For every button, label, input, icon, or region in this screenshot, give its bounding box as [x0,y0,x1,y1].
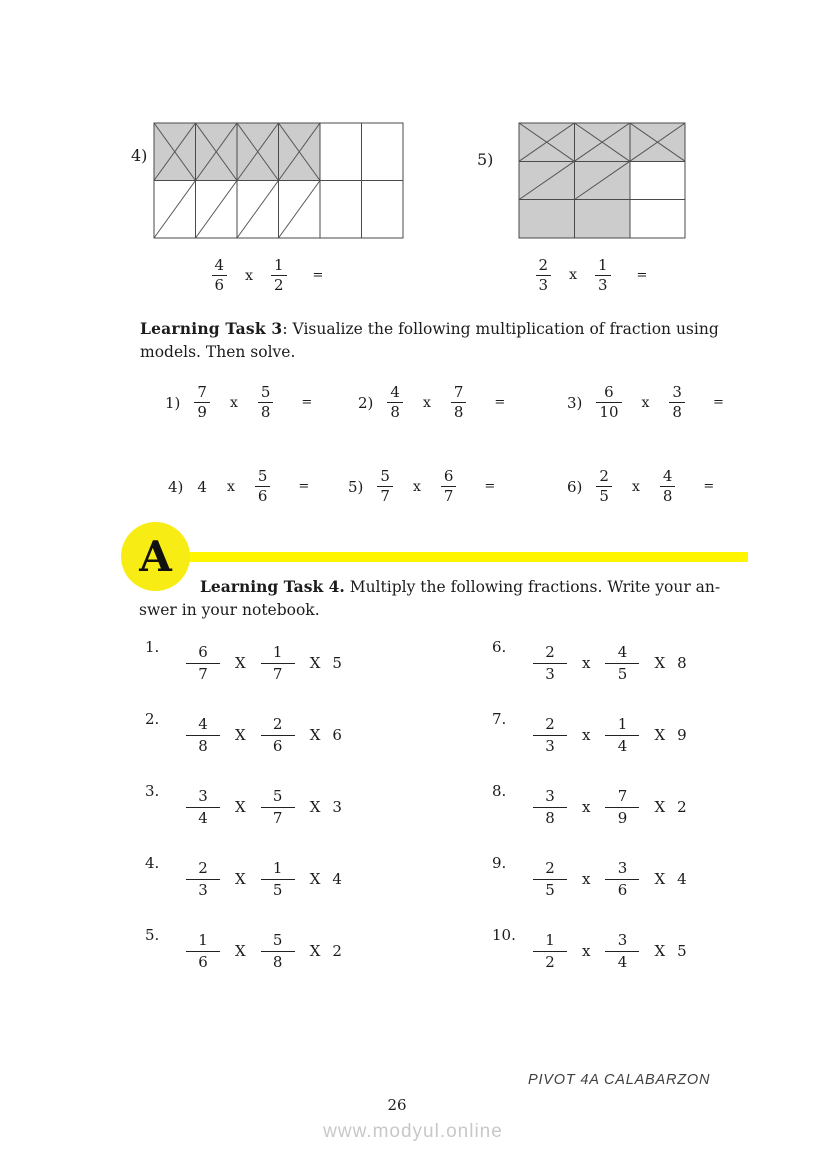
task4-heading-bold: Learning Task 4. [200,577,345,596]
fraction [387,383,403,422]
fraction [605,930,639,973]
fraction [533,714,567,757]
fraction-denominator: 5 [599,487,609,505]
multiply-operator: X [654,942,666,960]
whole-multiplier: 4 [332,870,342,888]
fraction [533,642,567,685]
fraction-numerator: 1 [272,642,283,661]
fraction-numerator: 3 [617,930,628,949]
task4-problem [145,784,342,830]
multiply-operator: X [654,798,666,816]
fraction [441,467,457,506]
equals-sign: = [312,268,324,283]
fraction-denominator: 8 [672,403,682,421]
fraction [669,383,685,422]
fraction [533,786,567,829]
task3-problem [567,467,714,506]
fraction-numerator: 2 [272,714,283,733]
multiply-operator: X [654,654,666,672]
fraction-denominator: 9 [197,403,207,421]
fraction [261,930,295,973]
multiply-operator: X [309,942,321,960]
task3-problem-row-2 [0,467,826,513]
task3-heading-line2: models. Then solve. [140,343,296,361]
multiply-operator: x [569,267,577,284]
fraction [186,930,220,973]
multiply-operator: x [582,942,591,960]
fraction-denominator: 5 [617,664,628,683]
multiply-operator: X [309,870,321,888]
fraction [186,714,220,757]
fraction-numerator: 5 [272,786,283,805]
fraction-model-grid [153,122,404,239]
task4-column-right [492,640,687,1000]
fraction [605,858,639,901]
problem-number: 6) [567,477,583,496]
fraction [194,383,210,422]
multiply-operator: X [654,870,666,888]
whole-multiplier: 9 [677,726,687,744]
problem-number: 4. [145,854,160,872]
multiply-operator: x [582,870,591,888]
fraction-denominator: 5 [545,880,555,899]
fraction-denominator: 4 [198,808,208,827]
fraction [261,714,295,757]
task3-problem [168,467,309,506]
fraction [186,642,220,685]
fraction-numerator: 2 [538,255,549,274]
multiply-operator: x [641,394,650,411]
model-equation [143,256,392,295]
fraction-denominator: 2 [274,276,284,294]
multiply-operator: x [245,267,253,284]
fraction-denominator: 6 [257,487,268,505]
fraction-denominator: 7 [272,664,283,683]
fraction-numerator: 3 [545,786,555,805]
problem-number: 5. [145,926,160,944]
fraction-numerator: 7 [197,383,207,401]
problem-number: 1) [165,393,181,412]
fraction-numerator: 7 [617,786,628,805]
fraction-numerator: 6 [604,383,614,401]
fraction [186,786,220,829]
problem-number: 3) [567,393,583,412]
fraction-numerator: 1 [274,256,284,274]
multiply-operator: x [226,478,235,495]
fraction [261,642,295,685]
problem-number: 2) [358,393,374,412]
fraction [596,383,621,422]
fraction-denominator: 6 [617,880,628,899]
fraction-denominator: 7 [443,487,454,505]
fraction-numerator: 3 [198,786,208,805]
multiply-operator: x [631,478,640,495]
task4-problem [492,928,687,974]
multiply-operator: x [582,798,591,816]
multiply-operator: X [235,870,246,888]
fraction-denominator: 5 [272,880,283,899]
fraction [605,714,639,757]
fraction [660,467,676,506]
multiply-operator: X [309,654,321,672]
task4-problem [492,640,687,686]
task3-problem [165,383,312,422]
task4-heading-rest: Multiply the following fractions. Write your an- [344,578,721,596]
fraction-numerator: 5 [260,383,271,401]
fraction-denominator: 6 [214,276,225,294]
whole-multiplier: 5 [677,942,687,960]
fraction-denominator: 2 [545,952,555,971]
task4-heading-line2: swer in your notebook. [139,601,320,619]
task3-problem-row-1 [0,383,826,429]
fraction [451,383,467,422]
problem-number: 5) [348,477,364,496]
fraction-denominator: 9 [617,808,628,827]
equals-sign: = [712,395,724,410]
fraction-denominator: 3 [598,275,608,294]
whole-multiplier: 8 [677,654,687,672]
fraction-numerator: 3 [617,858,628,877]
fraction-denominator: 8 [453,403,464,421]
fraction-numerator: 4 [214,256,225,274]
fraction-model-grid [518,122,686,239]
fraction-numerator: 2 [545,858,555,877]
model-equation [508,256,675,295]
fraction-numerator: 1 [545,930,555,949]
fraction [605,642,639,685]
footer-brand: PIVOT 4A CALABARZON [528,1072,711,1088]
fraction-numerator: 6 [198,642,208,661]
task4-problem [145,712,342,758]
fraction-denominator: 6 [272,736,283,755]
whole-multiplier: 5 [332,654,342,672]
fraction-denominator: 6 [198,952,208,971]
problem-number: 10. [492,926,516,944]
fraction-denominator: 8 [198,736,208,755]
problem-number: 3. [145,782,160,800]
whole-multiplier: 2 [677,798,687,816]
section-divider-line [185,552,748,562]
fraction-numerator: 1 [198,930,208,949]
task3-heading-rest: : Visualize the following multiplication of fraction using [282,320,719,338]
equals-sign: = [636,267,648,283]
fraction-numerator: 4 [662,467,673,485]
task3-heading [140,317,760,364]
fraction [377,467,393,506]
fraction-numerator: 1 [272,858,283,877]
problem-number: 9. [492,854,507,872]
fraction-numerator: 5 [272,930,283,949]
diagram-label: 5) [477,150,494,169]
fraction-denominator: 8 [545,808,555,827]
fraction-numerator: 4 [198,714,208,733]
whole-multiplier: 6 [332,726,342,744]
fraction-numerator: 1 [617,714,628,733]
fraction-denominator: 3 [538,275,549,294]
fraction-numerator: 5 [380,467,390,485]
fraction-denominator: 3 [198,880,208,899]
whole-multiplier: 3 [332,798,342,816]
problem-number: 7. [492,710,507,728]
fraction-numerator: 2 [545,642,555,661]
fraction-numerator: 2 [545,714,555,733]
fraction-numerator: 7 [453,383,464,401]
fraction-denominator: 3 [545,736,555,755]
fraction-denominator: 7 [198,664,208,683]
equals-sign: = [298,479,310,494]
task4-problem [145,928,342,974]
equals-sign: = [494,395,506,410]
task3-heading-bold: Learning Task 3 [140,319,283,338]
problem-number: 6. [492,638,507,656]
fraction [255,467,271,506]
multiply-operator: X [235,942,246,960]
problem-number: 2. [145,710,160,728]
watermark: www.modyul.online [323,1121,503,1142]
fraction-numerator: 2 [599,467,609,485]
fraction-numerator: 6 [443,467,454,485]
fraction-model-5 [477,122,686,295]
task4-column-left [145,640,342,1000]
fraction-denominator: 8 [662,487,673,505]
section-badge-letter: A [139,532,172,581]
multiply-operator: X [235,654,246,672]
multiply-operator: x [422,394,431,411]
fraction-denominator: 4 [617,952,628,971]
task4-heading [139,575,767,622]
problem-number: 4) [168,477,184,496]
page-number: 26 [387,1096,407,1114]
task3-problem [348,467,495,506]
fraction-denominator: 4 [617,736,628,755]
task3-problem [567,383,724,422]
equals-sign: = [703,479,715,494]
equals-sign: = [301,395,313,410]
multiply-operator: x [229,394,238,411]
fraction [595,256,611,295]
multiply-operator: x [582,726,591,744]
fraction-denominator: 8 [272,952,283,971]
fraction [186,858,220,901]
fraction [536,256,552,295]
fraction [271,256,287,295]
fraction [261,858,295,901]
multiply-operator: X [309,726,321,744]
fraction-numerator: 5 [257,467,268,485]
multiply-operator: X [654,726,666,744]
diagram-label: 4) [131,146,148,165]
fraction-denominator: 8 [390,403,400,421]
fraction-numerator: 1 [598,255,608,274]
multiply-operator: x [582,654,591,672]
whole-number: 4 [197,477,207,496]
fraction-numerator: 2 [198,858,208,877]
fraction-numerator: 4 [390,383,400,401]
fraction-model-4 [131,122,404,295]
fraction-denominator: 10 [599,403,619,421]
task3-problem [358,383,505,422]
multiply-operator: X [235,726,246,744]
multiply-operator: x [412,478,421,495]
fraction [605,786,639,829]
task4-problem [492,784,687,830]
fraction-denominator: 7 [380,487,390,505]
fraction [212,256,228,295]
fraction [261,786,295,829]
task4-problem [492,856,687,902]
task4-problem [145,640,342,686]
whole-multiplier: 2 [332,942,342,960]
fraction [596,467,612,506]
task4-problem [492,712,687,758]
multiply-operator: X [235,798,246,816]
fraction [533,858,567,901]
task4-problem [145,856,342,902]
problem-number: 8. [492,782,507,800]
fraction-denominator: 7 [272,808,283,827]
fraction-denominator: 8 [260,403,271,421]
problem-number: 1. [145,638,160,656]
fraction [533,930,567,973]
section-badge [121,522,190,591]
equals-sign: = [484,479,496,494]
whole-multiplier: 4 [677,870,687,888]
fraction-numerator: 4 [617,642,628,661]
fraction-numerator: 3 [672,383,682,401]
fraction [258,383,274,422]
multiply-operator: X [309,798,321,816]
fraction-denominator: 3 [545,664,555,683]
